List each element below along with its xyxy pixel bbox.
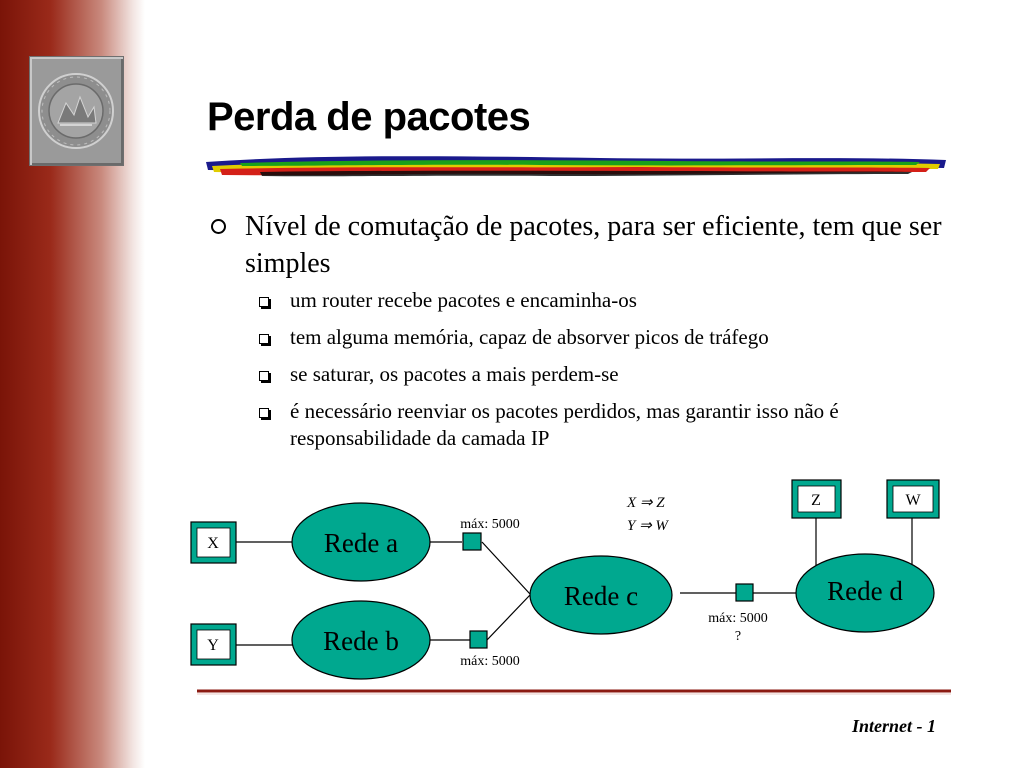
network-a-label: Rede a [323, 528, 399, 558]
host-z [792, 480, 841, 518]
sub-bullet-text: tem alguma memória, capaz de absorver picos de tráfego [290, 325, 769, 349]
network-c [530, 556, 672, 634]
sub-bullet-text: é necessário reenviar os pacotes perdidos, mas garantir isso não é responsabilidade da camada IP [290, 399, 839, 450]
bullet-main-text: Nível de comutação de pacotes, para ser eficiente, tem que ser simples [245, 211, 942, 279]
host-y [191, 624, 236, 665]
sub-bullet-text: se saturar, os pacotes a mais perdem-se [290, 362, 619, 386]
host-w [887, 480, 939, 518]
slide-footer: Internet - 1 [851, 716, 936, 736]
host-w-label: W [905, 492, 921, 509]
network-d [796, 554, 934, 632]
network-d-label: Rede d [827, 576, 903, 606]
host-x [191, 522, 236, 563]
network-b-label: Rede b [323, 626, 399, 656]
slide-title: Perda de pacotes [207, 95, 531, 139]
host-z-label: Z [811, 492, 821, 509]
sub-bullet-text: um router recebe pacotes e encaminha-os [290, 288, 637, 312]
network-a [292, 503, 430, 581]
host-x-label: X [207, 535, 219, 552]
network-b [292, 601, 430, 679]
router-ac-label: máx: 5000 [460, 517, 520, 532]
host-y-label: Y [207, 637, 219, 654]
router-bc-label: máx: 5000 [460, 654, 520, 669]
router-cd-label: máx: 5000 [708, 611, 768, 626]
flow-y-to-w: Y ⇒ W [627, 518, 668, 534]
router-cd-question: ? [734, 629, 742, 644]
network-c-label: Rede c [563, 581, 639, 611]
flow-x-to-z: X ⇒ Z [627, 495, 665, 511]
router-ac [460, 517, 520, 550]
